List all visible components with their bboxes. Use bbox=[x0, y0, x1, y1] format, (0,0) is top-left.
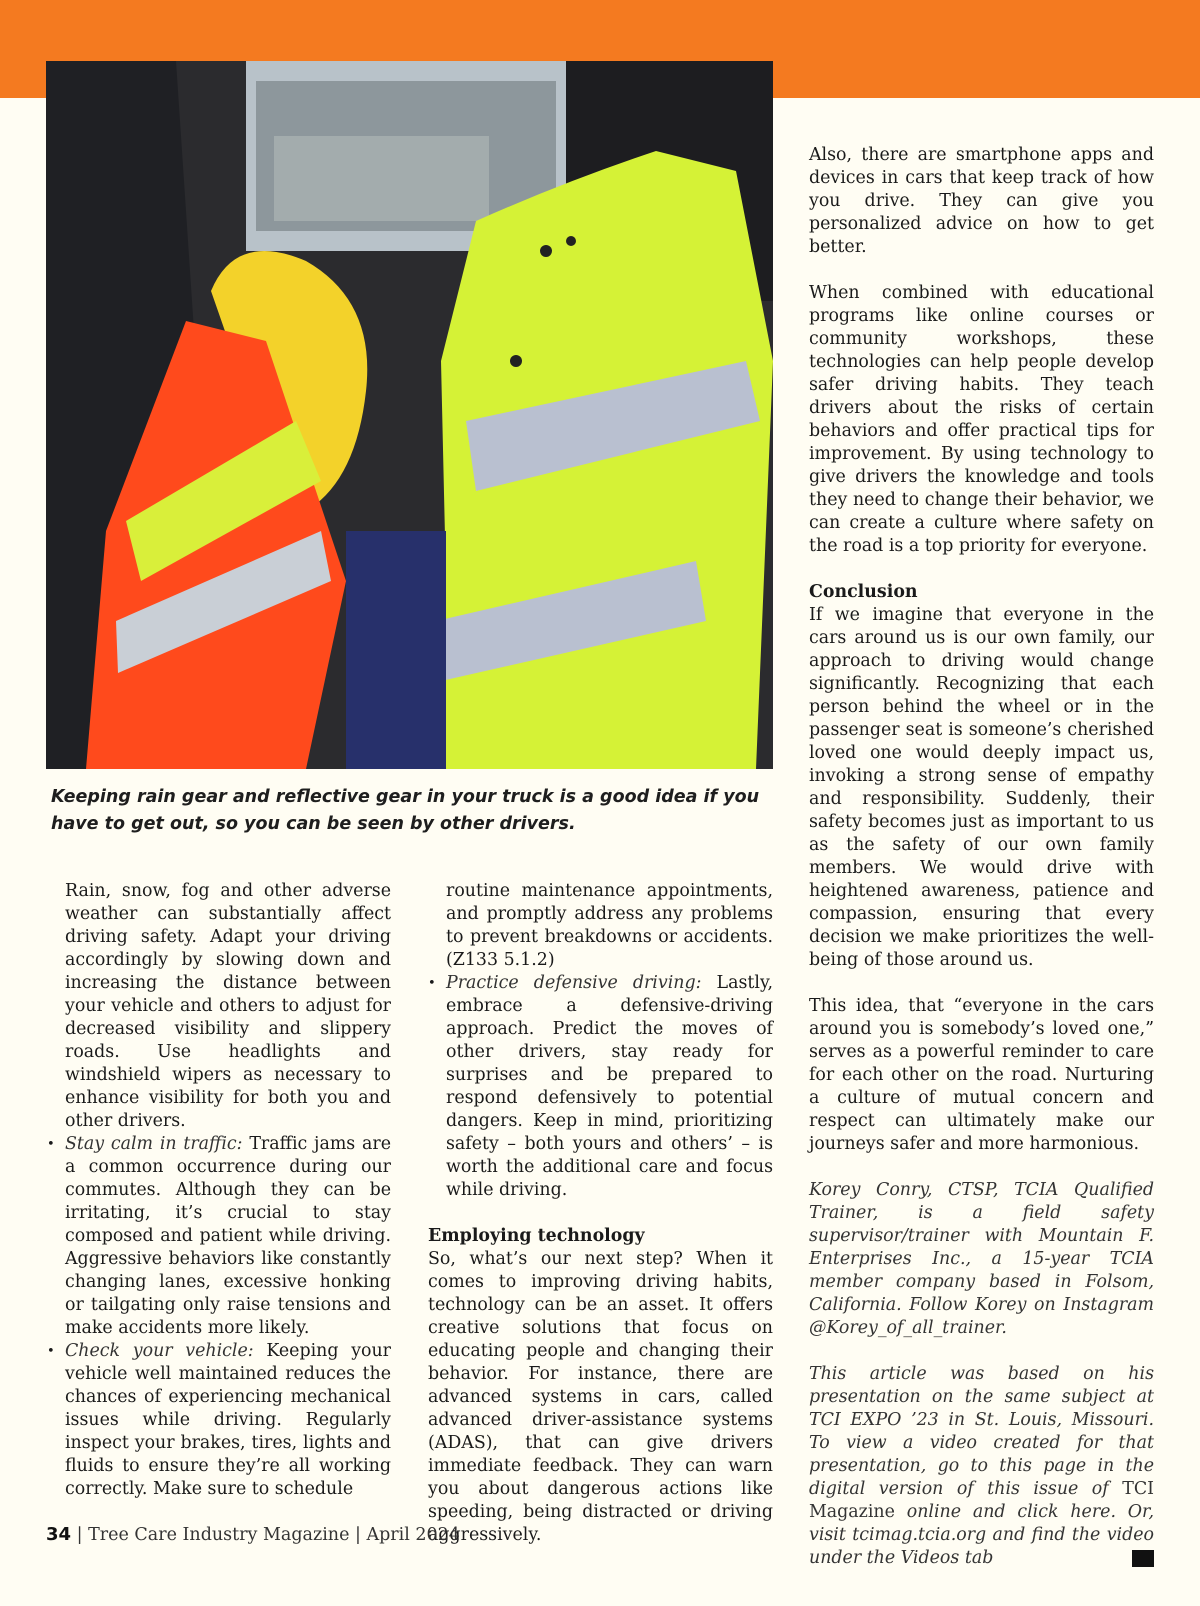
article-column-3 bbox=[809, 144, 1154, 1570]
page-footer bbox=[46, 1524, 460, 1546]
page-number: 34 bbox=[46, 1524, 72, 1545]
bullet-text: Traffic jams are a common occurrence during our commutes. Although they can be irritating, it’s crucial to stay composed and patient while driving. Aggressive behaviors like constantly changing lanes, excessive honking or tailgating only raise tensions and make accidents more likely. bbox=[65, 1134, 391, 1338]
bullet-item bbox=[428, 972, 773, 1202]
bullet-label: Check your vehicle: bbox=[65, 1341, 254, 1361]
photo-caption: Keeping rain gear and reflective gear in your truck is a good idea if you have to get out, so you can be seen by other drivers. bbox=[51, 787, 760, 834]
section-heading: Conclusion bbox=[809, 582, 918, 602]
bullet-item bbox=[47, 1340, 391, 1501]
bullet-label: Stay calm in traffic: bbox=[65, 1134, 243, 1154]
bullet-text: Lastly, embrace a defensive-driving approach. Predict the moves of other drivers, stay ready for surprises and be prepared to respond defensively to potential dangers. Keep in mind, prioritizing safety – both yours and others’ – is worth the additional care and focus while driving. bbox=[446, 973, 773, 1200]
bullet-item bbox=[47, 1133, 391, 1340]
paragraph: If we imagine that everyone in the cars around us is our own family, our approach to driving would change significantly. Recognizing that each person behind the wheel or in the passenger seat is someone’s cherished loved one would deeply impact us, invoking a strong sense of empathy and responsibility. Suddenly, their safety becomes just as important to us as the safety of our own family members. We would drive with heightened awareness, patience and compassion, ensuring that every decision we make prioritizes the well-being of those around us. bbox=[809, 605, 1154, 970]
note-text: This article was based on his presentation on the same subject at TCI EXPO ’23 in St. Louis, Missouri. To view a video created for that presentation, go to this page in the digital version of this issue of bbox=[809, 1364, 1154, 1499]
footer-text: | Tree Care Industry Magazine | April 2024 bbox=[71, 1525, 460, 1545]
paragraph: Rain, snow, fog and other adverse weather can substantially affect driving safety. Adapt your driving accordingly by slowing down and increasing the distance between your vehicle and others to adjust for decreased visibility and slippery roads. Use headlights and windshield wipers as necessary to enhance visibility for both you and other drivers. bbox=[65, 881, 391, 1131]
article-column-1 bbox=[47, 880, 391, 1501]
paragraph: routine maintenance appointments, and promptly address any problems to prevent breakdowns or accidents. (Z133 5.1.2) bbox=[446, 881, 773, 970]
paragraph: So, what’s our next step? When it comes to improving driving habits, technology can be an asset. It offers creative solutions that focus on educating people and changing their behavior. For instance, there are advanced systems in cars, called advanced driver-assistance systems (ADAS), that can give drivers immediate feedback. They can warn you about dangerous actions like speeding, being distracted or driving aggressively. bbox=[428, 1249, 773, 1545]
author-bio: Korey Conry, CTSP, TCIA Qualified Trainer, is a field safety supervisor/trainer with Mountain F. Enterprises Inc., a 15-year TCIA member company based in Folsom, California. Follow Korey on Instagram @Korey_of_all_trainer. bbox=[809, 1180, 1154, 1338]
note-text: online and click here. Or, visit tcimag.tcia.org and find the video under the Videos tab bbox=[809, 1502, 1154, 1568]
magazine-name: TCI Magazine bbox=[809, 1479, 1154, 1522]
article-photo bbox=[46, 61, 773, 769]
bullet-label: Practice defensive driving: bbox=[446, 973, 702, 993]
paragraph: When combined with educational programs like online courses or community workshops, these technologies can help people develop safer driving habits. They teach drivers about the risks of certain behaviors and offer practical tips for improvement. By using technology to give drivers the knowledge and tools they need to change their behavior, we can create a culture where safety on the road is a top priority for everyone. bbox=[809, 283, 1154, 556]
paragraph: Also, there are smartphone apps and devices in cars that keep track of how you drive. They can give you personalized advice on how to get better. bbox=[809, 145, 1154, 257]
bullet-text: Keeping your vehicle well maintained reduces the chances of experiencing mechanical issues while driving. Regularly inspect your brakes, tires, lights and fluids to ensure they’re all working correctly. Make sure to schedule bbox=[65, 1341, 391, 1499]
truck-cab-gear-illustration bbox=[46, 61, 773, 769]
paragraph: This idea, that “everyone in the cars around you is somebody’s loved one,” serves as a powerful reminder to care for each other on the road. Nurturing a culture of mutual concern and respect can ultimately make our journeys safer and more harmonious. bbox=[809, 996, 1154, 1154]
end-of-article-mark bbox=[1132, 1550, 1154, 1567]
article-note bbox=[809, 1363, 1154, 1570]
section-heading: Employing technology bbox=[428, 1226, 645, 1246]
article-column-2 bbox=[428, 880, 773, 1547]
